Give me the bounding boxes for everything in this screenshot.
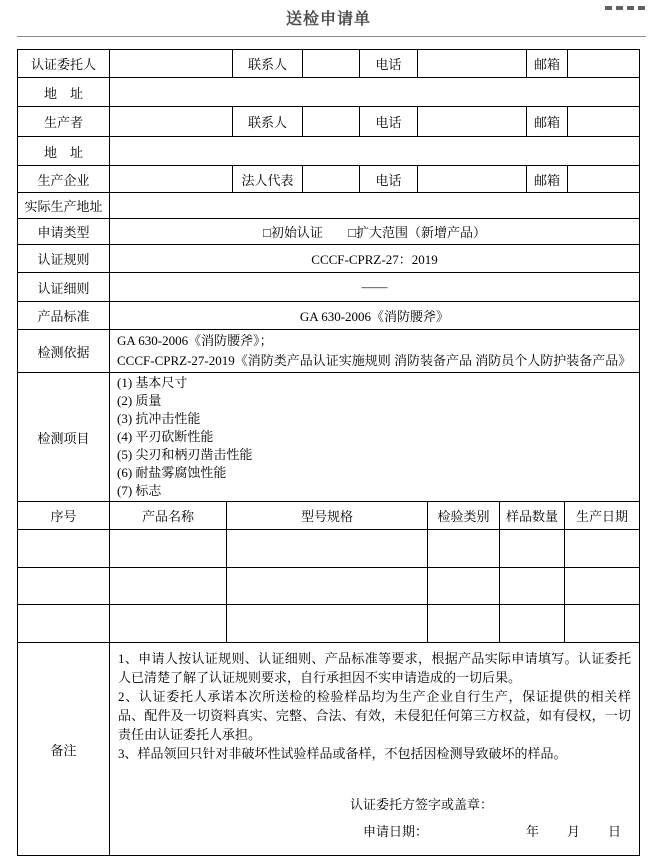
cropped-corner-text (605, 6, 649, 10)
product-date-field[interactable] (565, 605, 640, 643)
product-date-field[interactable] (565, 530, 640, 568)
day-label: 日 (608, 824, 622, 839)
product-name-field[interactable] (110, 605, 227, 643)
product-inspection-type-field[interactable] (428, 605, 500, 643)
producer-label: 生产者 (18, 107, 110, 137)
product-row (18, 605, 640, 643)
applicant-contact-label: 联系人 (233, 50, 303, 78)
row-producer-address (18, 137, 640, 166)
test-item: (6) 耐盐雾腐蚀性能 (117, 465, 227, 480)
row-applicant (18, 50, 640, 78)
factory-phone-label: 电话 (360, 166, 418, 193)
cert-rule-label: 认证规则 (18, 245, 110, 273)
remarks-paragraph-2: 2、认证委托人承诺本次所送检的检验样品均为生产企业自行生产，保证提供的相关样品、配件及一切资料真实、完整、合法、有效，未侵犯任何第三方权益，如有侵权，一切责任由认证委托人承担。 (118, 689, 631, 742)
remarks-spacer (118, 763, 631, 791)
product-sample-qty-field[interactable] (500, 605, 565, 643)
product-inspection-type-field[interactable] (428, 530, 500, 568)
test-item: (2) 质量 (117, 393, 162, 408)
factory-legal-rep-field[interactable] (303, 166, 360, 193)
row-producer (18, 107, 640, 137)
application-type-options (110, 219, 640, 245)
product-standard-label: 产品标准 (18, 302, 110, 330)
applicant-address-label: 地 址 (18, 78, 110, 107)
product-date-field[interactable] (565, 568, 640, 605)
application-type-label: 申请类型 (18, 219, 110, 245)
col-header-sample-qty: 样品数量 (500, 502, 565, 530)
row-test-items (18, 373, 640, 502)
test-item: (3) 抗冲击性能 (117, 411, 201, 426)
applicant-info-table (17, 49, 640, 502)
test-items-list (110, 373, 640, 502)
test-basis-value (110, 330, 640, 373)
applicant-phone-label: 电话 (360, 50, 418, 78)
actual-address-field[interactable] (110, 193, 640, 219)
cert-detail-value: —— (110, 273, 640, 302)
remarks-table (17, 642, 640, 856)
product-row (18, 530, 640, 568)
applicant-contact-field[interactable] (303, 50, 360, 78)
factory-phone-field[interactable] (418, 166, 527, 193)
remarks-label: 备注 (18, 643, 110, 856)
applicant-name-field[interactable] (110, 50, 233, 78)
product-seq-field[interactable] (18, 605, 110, 643)
col-header-product-name: 产品名称 (110, 502, 227, 530)
test-basis-line1: GA 630-2006《消防腰斧》； (117, 333, 273, 348)
checkbox-expand-scope[interactable]: □扩大范围（新增产品） (348, 225, 486, 240)
applicant-email-field[interactable] (568, 50, 640, 78)
product-name-field[interactable] (110, 568, 227, 605)
producer-contact-label: 联系人 (233, 107, 303, 137)
producer-email-field[interactable] (568, 107, 640, 137)
application-date-label: 申请日期： (363, 824, 429, 839)
test-item: (5) 尖刃和柄刃凿击性能 (117, 447, 253, 462)
applicant-email-label: 邮箱 (527, 50, 568, 78)
year-label: 年 (526, 824, 540, 839)
col-header-inspection-type: 检验类别 (428, 502, 500, 530)
row-applicant-address (18, 78, 640, 107)
product-seq-field[interactable] (18, 568, 110, 605)
producer-address-label: 地 址 (18, 137, 110, 166)
row-cert-detail (18, 273, 640, 302)
page-title: 送检申请单 (285, 11, 371, 28)
row-application-type (18, 219, 640, 245)
applicant-phone-field[interactable] (418, 50, 527, 78)
test-items-label: 检测项目 (18, 373, 110, 502)
test-basis-line2: CCCF-CPRZ-27-2019《消防类产品认证实施规则 消防装备产品 消防员个人防护装备产品》 (117, 353, 632, 368)
product-sample-qty-field[interactable] (500, 530, 565, 568)
product-model-field[interactable] (227, 568, 428, 605)
producer-address-field[interactable] (110, 137, 640, 166)
row-product-standard (18, 302, 640, 330)
product-model-field[interactable] (227, 605, 428, 643)
row-factory (18, 166, 640, 193)
test-item: (7) 标志 (117, 483, 162, 498)
producer-name-field[interactable] (110, 107, 233, 137)
remarks-paragraph-3: 3、样品领回只针对非破坏性试验样品或备样，不包括因检测导致破坏的样品。 (118, 746, 567, 761)
col-header-model-spec: 型号规格 (227, 502, 428, 530)
col-header-seq: 序号 (18, 502, 110, 530)
month-label: 月 (567, 824, 581, 839)
factory-email-field[interactable] (568, 166, 640, 193)
col-header-production-date: 生产日期 (565, 502, 640, 530)
row-actual-address (18, 193, 640, 219)
product-seq-field[interactable] (18, 530, 110, 568)
product-standard-value: GA 630-2006《消防腰斧》 (110, 302, 640, 330)
application-date-line (118, 818, 631, 845)
remarks-content (110, 643, 640, 856)
product-sample-qty-field[interactable] (500, 568, 565, 605)
title-divider (17, 36, 646, 37)
product-row (18, 568, 640, 605)
factory-email-label: 邮箱 (527, 166, 568, 193)
row-cert-rule (18, 245, 640, 273)
signature-line: 认证委托方签字或盖章： (350, 797, 494, 812)
product-name-field[interactable] (110, 530, 227, 568)
producer-phone-field[interactable] (418, 107, 527, 137)
test-basis-label: 检测依据 (18, 330, 110, 373)
row-test-basis (18, 330, 640, 373)
cert-rule-value: CCCF-CPRZ-27：2019 (110, 245, 640, 273)
cert-detail-label: 认证细则 (18, 273, 110, 302)
remarks-paragraph-1: 1、申请人按认证规则、认证细则、产品标准等要求，根据产品实际申请填写。认证委托人已清楚了解了认证规则要求，自行承担因不实申请造成的一切后果。 (118, 651, 631, 685)
producer-contact-field[interactable] (303, 107, 360, 137)
remarks-row (18, 643, 640, 856)
factory-name-field[interactable] (110, 166, 233, 193)
product-header-row (18, 502, 640, 530)
test-item: (1) 基本尺寸 (117, 375, 188, 390)
checkbox-initial-certification[interactable]: □初始认证 (263, 225, 323, 240)
factory-label: 生产企业 (18, 166, 110, 193)
applicant-address-field[interactable] (110, 78, 640, 107)
producer-phone-label: 电话 (360, 107, 418, 137)
test-item: (4) 平刃砍断性能 (117, 429, 214, 444)
product-inspection-type-field[interactable] (428, 568, 500, 605)
applicant-label: 认证委托人 (18, 50, 110, 78)
product-sample-table (17, 501, 640, 643)
actual-address-label: 实际生产地址 (18, 193, 110, 219)
producer-email-label: 邮箱 (527, 107, 568, 137)
factory-legal-rep-label: 法人代表 (233, 166, 303, 193)
product-model-field[interactable] (227, 530, 428, 568)
